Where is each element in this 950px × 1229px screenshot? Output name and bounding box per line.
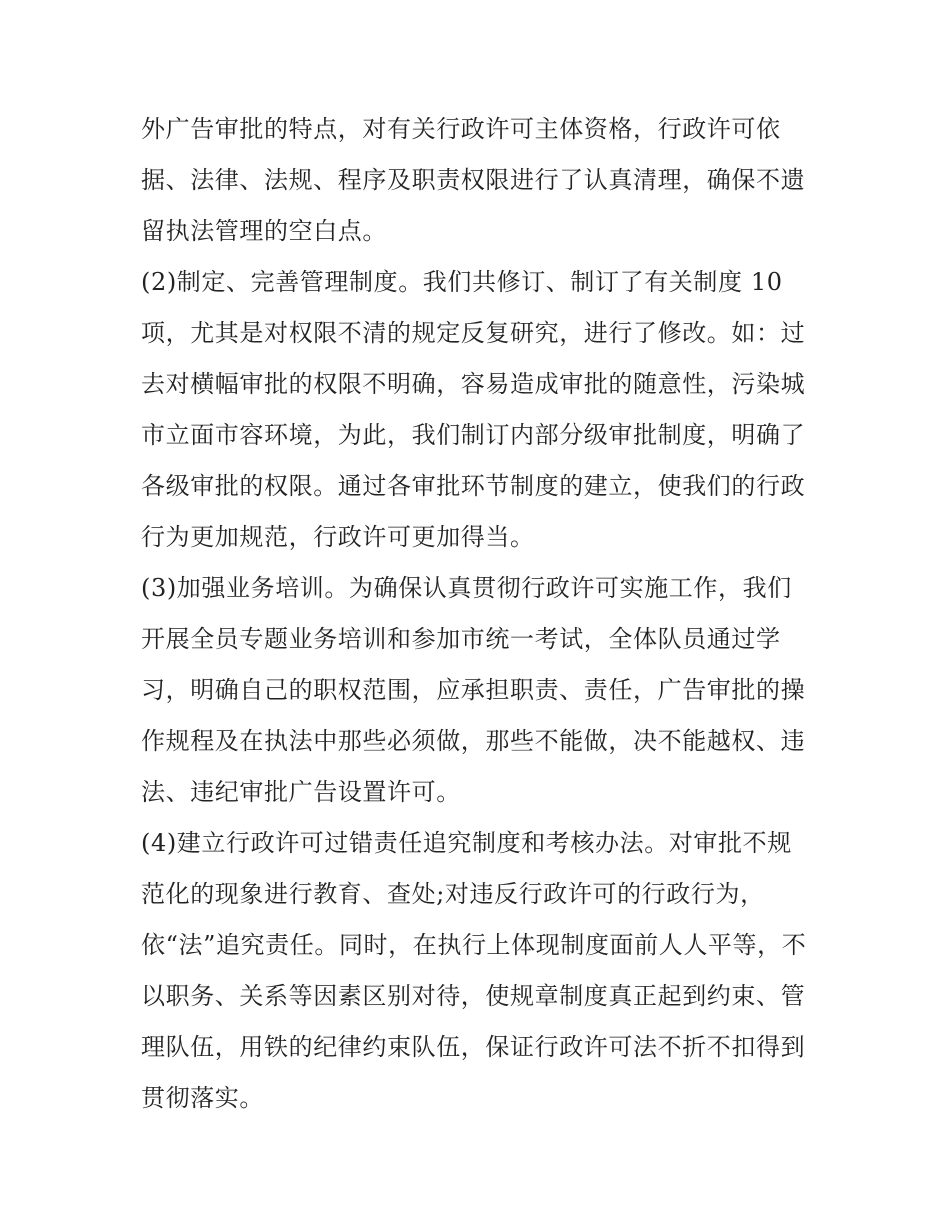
text-line: 习，明确自己的职权范围，应承担职责、责任，广告审批的操: [141, 676, 806, 704]
text-line: (3)加强业务培训。为确保认真贯彻行政许可实施工作，我们: [141, 574, 792, 602]
text-line: 外广告审批的特点，对有关行政许可主体资格，行政许可依: [141, 115, 781, 143]
text-line: 以职务、关系等因素区别对待，使规章制度真正起到约束、管: [141, 982, 806, 1010]
text-line: 据、法律、法规、程序及职责权限进行了认真清理，确保不遗: [141, 166, 806, 194]
text-line: 作规程及在执法中那些必须做，那些不能做，决不能越权、违: [141, 727, 806, 755]
text-line: 去对横幅审批的权限不明确，容易造成审批的随意性，污染城: [141, 370, 806, 398]
text-line: 行为更加规范，行政许可更加得当。: [141, 523, 535, 551]
text-line: 各级审批的权限。通过各审批环节制度的建立，使我们的行政: [141, 472, 806, 500]
text-line: 项，尤其是对权限不清的规定反复研究，进行了修改。如：过: [141, 319, 806, 347]
text-line: 开展全员专题业务培训和参加市统一考试，全体队员通过学: [141, 625, 781, 653]
text-line: 留执法管理的空白点。: [141, 217, 387, 245]
text-line: (4)建立行政许可过错责任追究制度和考核办法。对审批不规: [141, 829, 792, 857]
document-body: [141, 104, 821, 1124]
text-line: 市立面市容环境，为此，我们制订内部分级审批制度，明确了: [141, 421, 806, 449]
text-line: 范化的现象进行教育、查处;对违反行政许可的行政行为，: [141, 880, 765, 908]
text-line: 法、违纪审批广告设置许可。: [141, 778, 461, 806]
text-line: 理队伍，用铁的纪律约束队伍，保证行政许可法不折不扣得到: [141, 1033, 806, 1061]
text-line: (2)制定、完善管理制度。我们共修订、制订了有关制度 10: [141, 268, 783, 296]
text-line: 依“法”追究责任。同时，在执行上体现制度面前人人平等，不: [141, 931, 807, 959]
text-line: 贯彻落实。: [141, 1084, 264, 1112]
